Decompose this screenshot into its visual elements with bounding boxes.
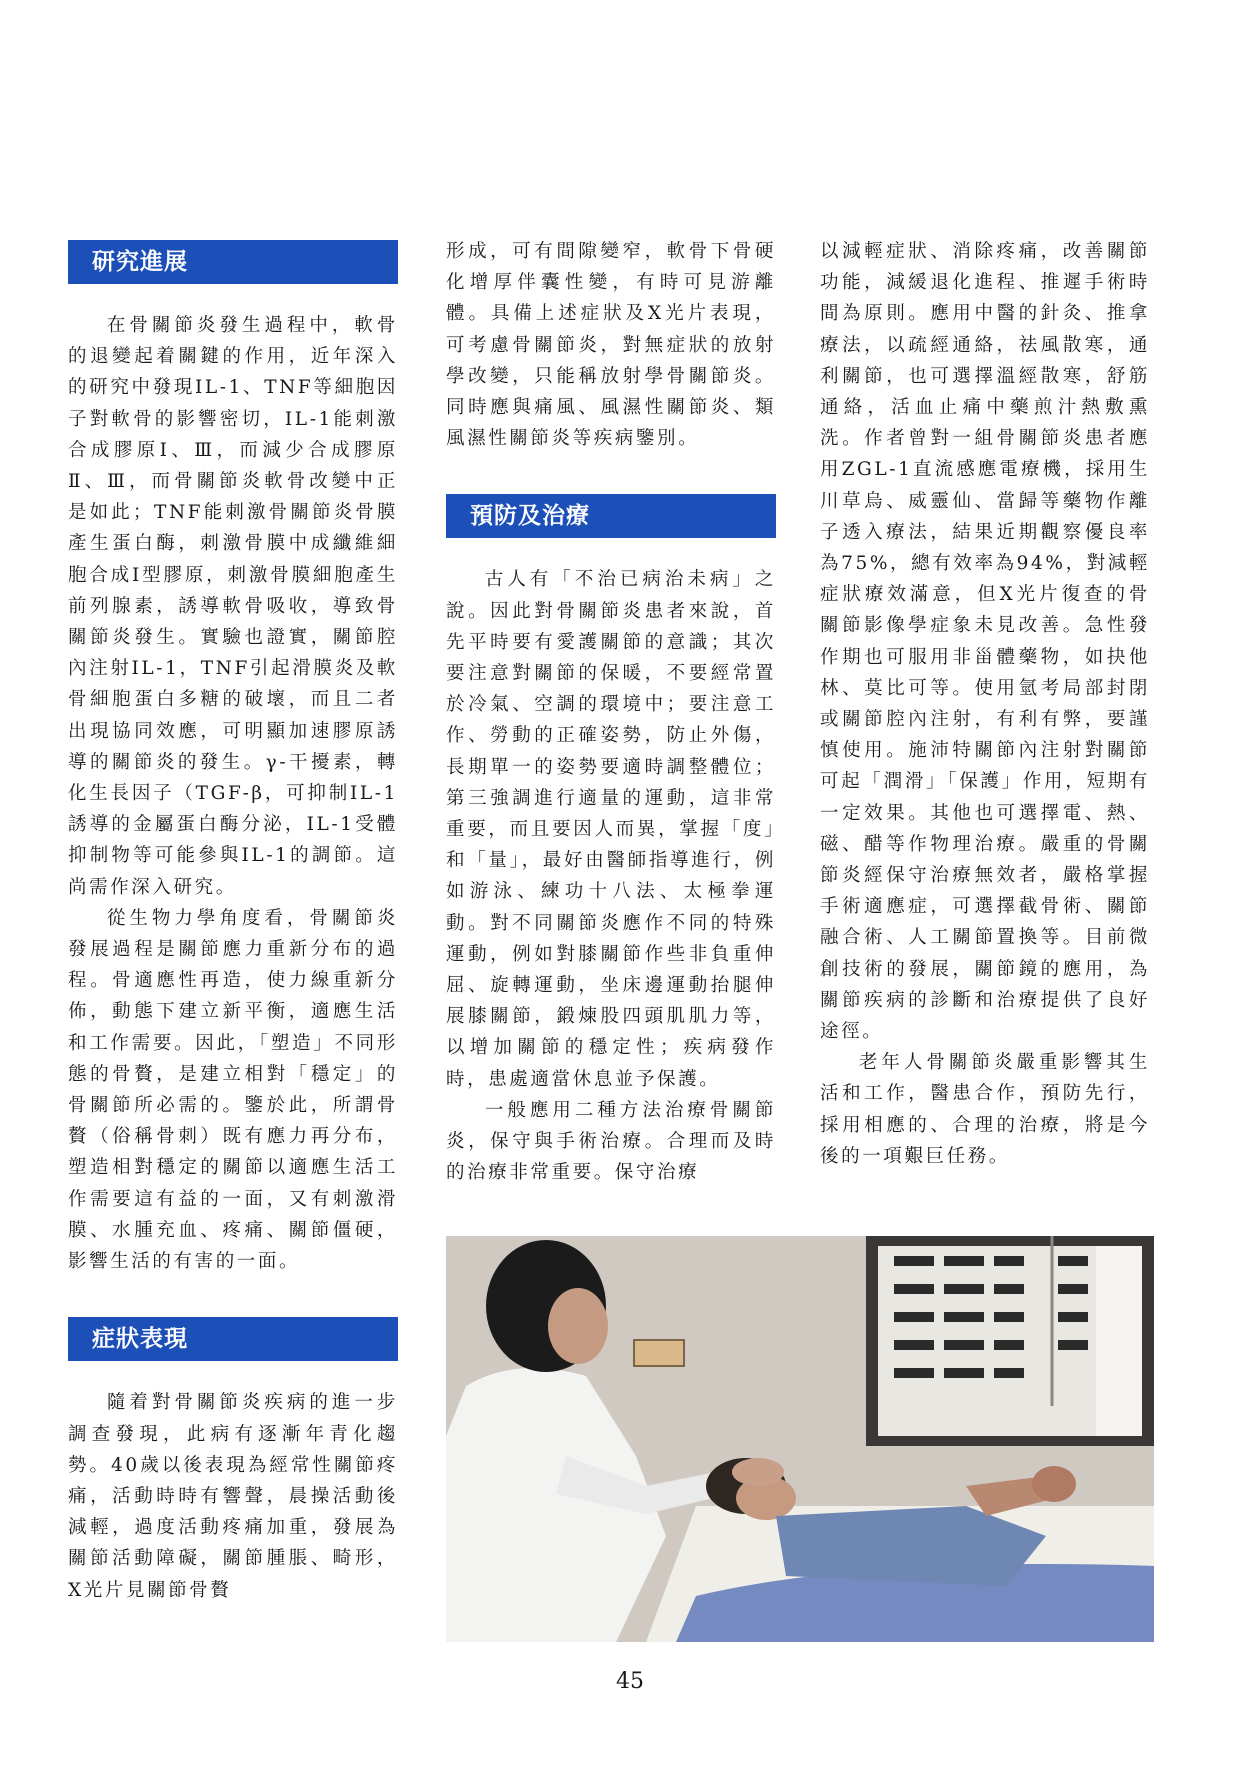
column-middle — [446, 236, 776, 1188]
treatment-paragraph-1: 以減輕症狀、消除疼痛，改善關節功能，減緩退化進程、推遲手術時間為原則。應用中醫的針灸、推拿療法，以疏經通絡，祛風散寒，通利關節，也可選擇溫經散寒，舒筋通絡，活血止痛中藥煎汁熱敷熏洗。作者曾對一組骨關節炎患者應用ZGL-1直流感應電療機，採用生川草烏、威靈仙、當歸等藥物作離子透入療法，結果近期觀察優良率為75%，總有效率為94%，對減輕症狀療效滿意，但X光片復查的骨關節影像學症象未見改善。急性發作期也可服用非甾體藥物，如抉他林、莫比可等。使用氫考局部封閉或關節腔內注射，有利有弊，要謹慎使用。施沛特關節內注射對關節可起「潤滑」「保護」作用，短期有一定效果。其他也可選擇電、熱、磁、醋等作物理治療。嚴重的骨關節炎經保守治療無效者，嚴格掌握手術適應症，可選擇截骨術、關節融合術、人工關節置換等。目前微創技術的發展，關節鏡的應用，為關節疾病的診斷和治療提供了良好途徑。 — [820, 241, 1150, 1043]
section-header-symptoms: 症狀表現 — [68, 1317, 398, 1361]
research-paragraph-1: 在骨關節炎發生過程中，軟骨的退變起着關鍵的作用，近年深入的研究中發現IL-1、TNF等細胞因子對軟骨的影響密切，IL-1能刺激合成膠原Ⅰ、Ⅲ，而減少合成膠原Ⅱ、Ⅲ，而骨關節炎軟骨改變中正是如此；TNF能刺激骨關節炎骨膜產生蛋白酶，刺激骨膜中成纖維細胞合成Ⅰ型膠原，刺激骨膜細胞產生前列腺素，誘導軟骨吸收，導致骨關節炎發生。實驗也證實，關節腔內注射IL-1，TNF引起滑膜炎及軟骨細胞蛋白多糖的破壞，而且二者出現協同效應，可明顯加速膠原誘導的關節炎的發生。γ-干擾素，轉化生長因子（TGF-β，可抑制IL-1誘導的金屬蛋白酶分泌，IL-1受體抑制物等可能參與IL-1的調節。這尚需作深入研究。 — [68, 315, 398, 898]
prevention-paragraph-2: 一般應用二種方法治療骨關節炎，保守與手術治療。合理而及時的治療非常重要。保守治療 — [446, 1099, 776, 1184]
page-number: 45 — [616, 1669, 644, 1694]
column-right — [820, 236, 1150, 1172]
section-header-research: 研究進展 — [68, 240, 398, 284]
treatment-photo — [446, 1236, 1154, 1642]
column-left — [68, 236, 398, 1606]
treatment-paragraph-2: 老年人骨關節炎嚴重影響其生活和工作，醫患合作，預防先行，採用相應的、合理的治療，將是今後的一項艱巨任務。 — [820, 1052, 1150, 1167]
research-paragraph-2: 從生物力學角度看，骨關節炎發展過程是關節應力重新分布的過程。骨適應性再造，使力線重新分佈，動態下建立新平衡，適應生活和工作需要。因此，「塑造」不同形態的骨贅，是建立相對「穩定」的骨關節所必需的。鑒於此，所謂骨贅（俗稱骨刺）既有應力再分布，塑造相對穩定的關節以適應生活工作需要這有益的一面，又有刺激滑膜、水腫充血、疼痛、關節僵硬，影響生活的有害的一面。 — [68, 907, 398, 1273]
symptoms-paragraph-1: 隨着對骨關節炎疾病的進一步調查發現，此病有逐漸年青化趨勢。40歲以後表現為經常性關節疼痛，活動時時有響聲，晨操活動後減輕，過度活動疼痛加重，發展為關節活動障礙，關節腫脹、畸形，X光片見關節骨贅 — [68, 1392, 398, 1601]
prevention-paragraph-1: 古人有「不治已病治未病」之說。因此對骨關節炎患者來說，首先平時要有愛護關節的意識；其次要注意對關節的保暖，不要經常置於冷氣、空調的環境中；要注意工作、勞動的正確姿勢，防止外傷，長期單一的姿勢要適時調整體位；第三強調進行適量的運動，這非常重要，而且要因人而異，掌握「度」和「量」，最好由醫師指導進行，例如游泳、練功十八法、太極拳運動。對不同關節炎應作不同的特殊運動，例如對膝關節作些非負重伸屈、旋轉運動，坐床邊運動抬腿伸展膝關節，鍛煉股四頭肌肌力等，以增加關節的穩定性；疾病發作時，患處適當休息並予保護。 — [446, 569, 776, 1090]
section-header-prevention: 預防及治療 — [446, 494, 776, 538]
symptoms-continued-paragraph: 形成，可有間隙變窄，軟骨下骨硬化增厚伴囊性變，有時可見游離體。具備上述症狀及X光片表現，可考慮骨關節炎，對無症狀的放射學改變，只能稱放射學骨關節炎。同時應與痛風、風濕性關節炎、類風濕性關節炎等疾病鑒別。 — [446, 241, 776, 450]
